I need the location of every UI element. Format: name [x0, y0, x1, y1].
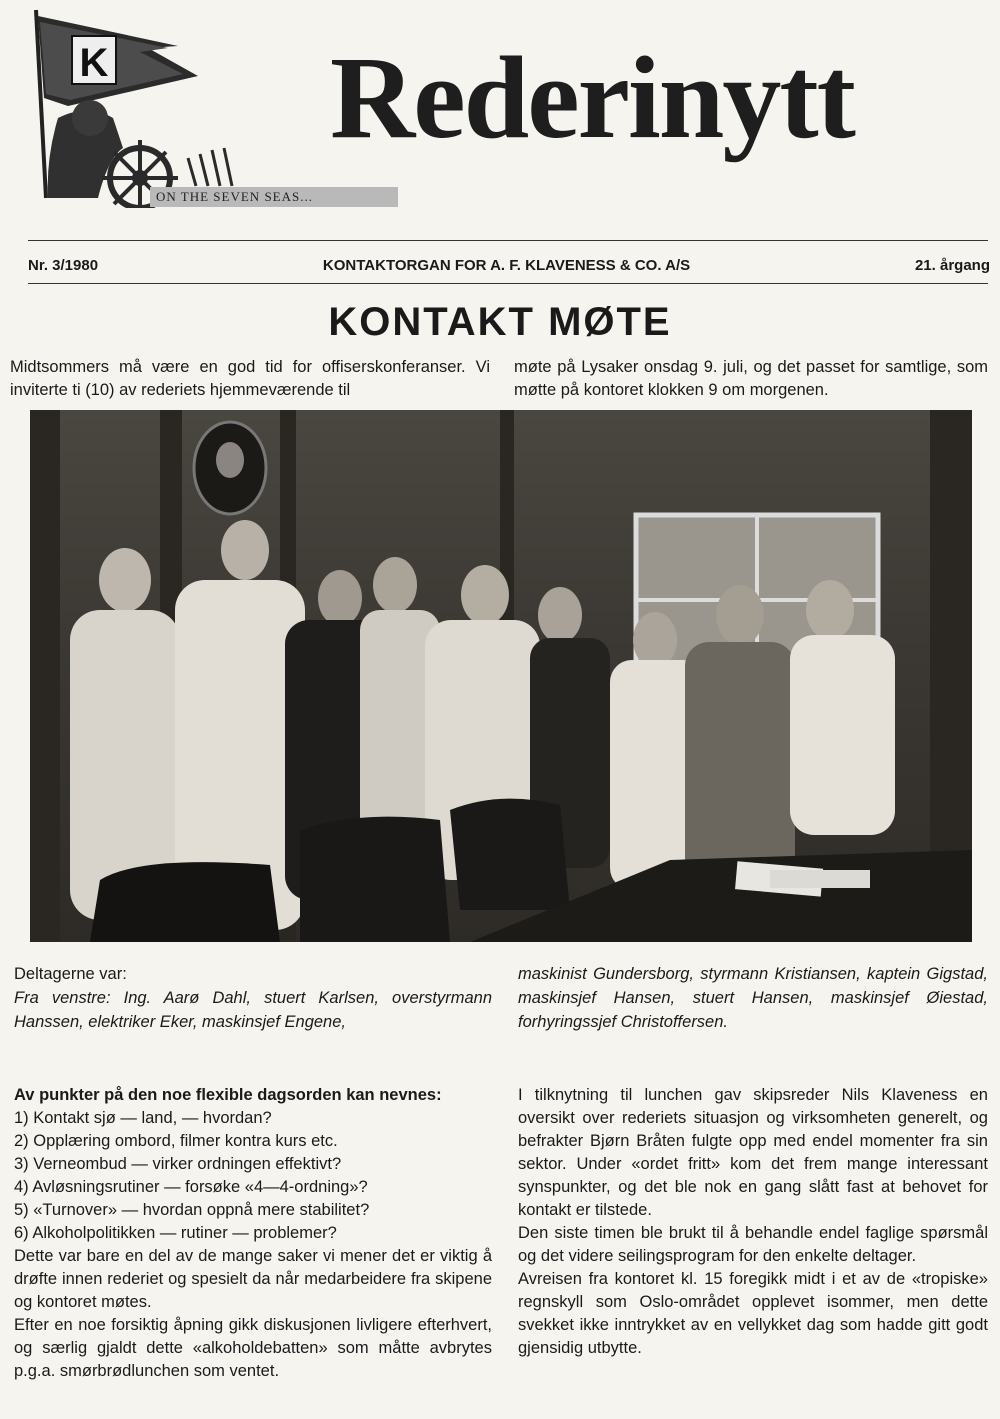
body-paragraph: I tilknytning til lunchen gav skipsreder Nils Klaveness en oversikt over rederiets situasjon og virksomheten generelt, og befrakter Bjørn Bråten fulgte opp med endel momenter fra sin sektor. Under «ordet fritt» kom det frem mange interessant synspunkter, og det ble nok en gang slått fast at behovet for kontakt er tilstede.	[518, 1086, 988, 1219]
points-heading: Av punkter på den noe flexible dagsorden kan nevnes:	[14, 1086, 442, 1104]
body-left	[14, 1084, 492, 1383]
article-headline: KONTAKT MØTE	[328, 300, 672, 344]
body-paragraph: Avreisen fra kontoret kl. 15 foregikk midt i et av de «tropiske» regnskyll som Oslo-området opplevet isommer, men dette svekket ikke inntrykket av en vellykket dag som hadde gitt godt gjensidig utbytte.	[518, 1270, 988, 1357]
list-item: 2) Opplæring ombord, filmer kontra kurs etc.	[14, 1132, 338, 1150]
list-item: 1) Kontakt sjø — land, — hvordan?	[14, 1109, 272, 1127]
caption-left-text: Fra venstre: Ing. Aarø Dahl, stuert Karlsen, overstyrmann Hanssen, elektriker Eker, maskinsjef Engene,	[14, 989, 492, 1031]
intro-left-text: Midtsommers må være en god tid for offiserskonferanser. Vi inviterte ti (10) av rederiets hjemmeværende til	[10, 358, 490, 399]
caption-right	[518, 962, 988, 1034]
volume-label: 21. årgang	[914, 256, 990, 274]
body-paragraph: Efter en noe forsiktig åpning gikk diskusjonen livligere efterhvert, og særlig gjaldt dette «alkoholdebatten» som måtte avbrytes p.g.a. smørbrødlunchen som ventet.	[14, 1316, 492, 1380]
masthead-tagline: ON THE SEVEN SEAS...	[150, 187, 398, 207]
divider-bottom	[28, 283, 988, 284]
intro-right-text: møte på Lysaker onsdag 9. juli, og det passet for samtlige, som møtte på kontoret klokken 9 om morgenen.	[514, 358, 988, 399]
list-item: 3) Verneombud — virker ordningen effektivt?	[14, 1155, 342, 1173]
body-right	[518, 1084, 988, 1360]
caption-left	[14, 962, 492, 1034]
info-bar	[28, 252, 990, 278]
caption-heading: Deltagerne var:	[14, 965, 127, 983]
list-item: 4) Avløsningsrutiner — forsøke «4—4-ordning»?	[14, 1178, 368, 1196]
body-paragraph: Dette var bare en del av de mange saker vi mener det er viktig å drøfte innen rederiet og spesielt da når medarbeidere fra skipene og kontoret møtes.	[14, 1247, 492, 1311]
masthead-title: Rederinytt	[330, 32, 854, 163]
divider-top	[28, 240, 988, 241]
masthead	[0, 0, 1000, 230]
points-list	[14, 1107, 492, 1245]
caption-right-text: maskinist Gundersborg, styrmann Kristiansen, kaptein Gigstad, maskinsjef Hansen, stuert Hansen, maskinsjef Øiestad, forhyringssjef Christoffersen.	[518, 965, 988, 1031]
intro-left	[10, 356, 490, 402]
body-paragraph: Den siste timen ble brukt til å behandle endel faglige spørsmål og det videre seilingsprogram for den enkelte deltager.	[518, 1224, 988, 1265]
group-photo	[30, 410, 972, 942]
list-item: 6) Alkoholpolitikken — rutiner — problemer?	[14, 1224, 337, 1242]
publication-subtitle: KONTAKTORGAN FOR A. F. KLAVENESS & CO. A/S	[322, 256, 691, 274]
flag-letter: K	[79, 41, 109, 85]
list-item: 5) «Turnover» — hvordan oppnå mere stabilitet?	[14, 1201, 370, 1219]
intro-right	[514, 356, 988, 402]
issue-number: Nr. 3/1980	[28, 256, 99, 274]
